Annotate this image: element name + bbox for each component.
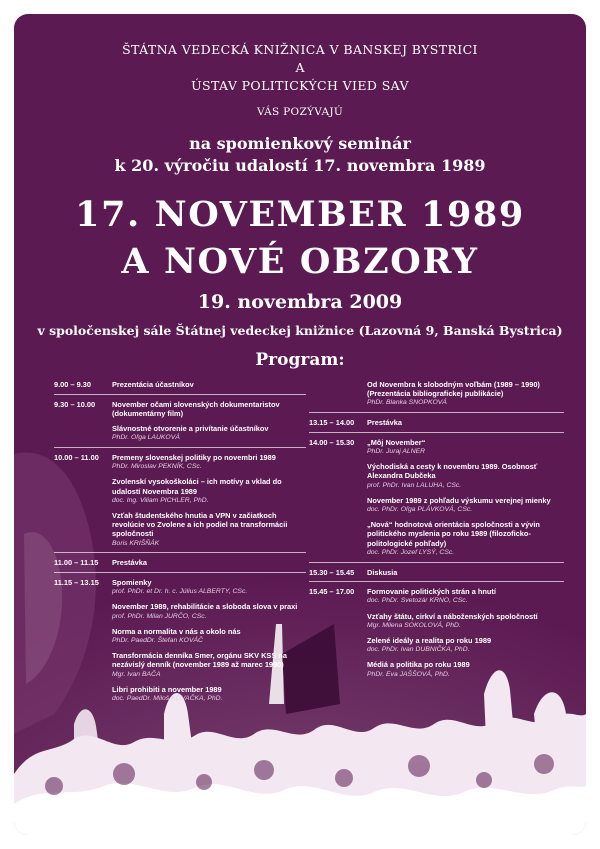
program-item-speaker: prof. PhDr. et Dr. h. c. Július ALBERTY, CSc.: [112, 588, 248, 596]
program-item-title: Médiá a politika po roku 1989: [367, 660, 470, 670]
program-divider: [309, 432, 564, 433]
program-item-title: Norma a normalita v nás a okolo nás: [112, 626, 241, 636]
program-item: [367, 462, 564, 490]
program-item-title: Premeny slovenskej politiky po novembri 1989: [112, 453, 276, 463]
program-time: [309, 380, 367, 408]
program-item-speaker: PhDr. Miroslav PEKNÍK, CSc.: [112, 463, 202, 471]
program-row: [309, 438, 564, 557]
program-item-title: Od Novembra k slobodným voľbám (1989 – 1990) (Prezentácia bibliografickej publikácie): [367, 380, 540, 399]
program-divider: [54, 572, 306, 573]
program-item: [112, 400, 306, 418]
program-item-title: Prestávka: [367, 418, 402, 428]
program-divider: [54, 447, 306, 448]
invite-line: VÁS POZÝVAJÚ: [257, 106, 343, 118]
program-items: [367, 438, 564, 557]
program-item-speaker: PhDr. Blanka SNOPKOVÁ: [367, 399, 447, 407]
program-divider: [309, 581, 564, 582]
program-item: [367, 660, 564, 678]
program-item: [367, 438, 564, 456]
program-time: 10.00 – 11.00: [54, 453, 99, 463]
program-item-title: November 1989, rehabilitácie a sloboda slova v praxi: [112, 602, 298, 612]
program-divider: [309, 562, 564, 563]
program-item-title: Diskusia: [367, 567, 398, 577]
institution-1: ŠTÁTNA VEDECKÁ KNIŽNICA V BANSKEJ BYSTRICI: [122, 42, 478, 57]
program-items: [367, 587, 564, 679]
program-item-title: Libri prohibiti a november 1989: [112, 684, 222, 694]
seminar-line-2: k 20. výročiu udalostí 17. novembra 1989: [114, 156, 486, 175]
program-item-title: „Nová“ hodnotová orientácia spoločnosti a vývin politického myslenia po roku 1989 (filozoficko-politologické pohľady): [367, 520, 540, 548]
program-item-title: Spomienky: [112, 578, 152, 588]
program-item-speaker: Boris KRIŠŇÁK: [112, 539, 160, 547]
program-divider: [309, 412, 564, 413]
program-item-title: Vzťah študentského hnutia a VPN v začiatkoch revolúcie vo Zvolene a ich podiel na transformácii spoločnosti: [112, 511, 288, 539]
program-item: [112, 380, 306, 389]
program-item: [112, 558, 306, 567]
program-items: [112, 453, 306, 548]
program-item-title: Východiská a cesty k novembru 1989. Osobnosť Alexandra Dubčeka: [367, 462, 538, 481]
program-item: [112, 627, 306, 645]
program-item: [367, 612, 564, 630]
program-items: [367, 418, 564, 427]
program-item-title: November 1989 z pohľadu výskumu verejnej mienky: [367, 495, 551, 505]
program-row: [309, 380, 564, 408]
program-divider: [54, 552, 306, 553]
program-item: [112, 651, 306, 679]
program-items: [112, 558, 306, 567]
program-item: [112, 685, 306, 703]
program-time: 9.30 – 10.00: [54, 399, 96, 409]
program-item: [367, 568, 564, 577]
program-item: [112, 511, 306, 548]
program-item-title: Vzťahy štátu, cirkví a náboženských spoločností: [367, 611, 538, 621]
program-items: [112, 380, 306, 389]
program-row: [54, 558, 306, 567]
program-item-speaker: PhDr. Juraj ALNER: [367, 448, 426, 456]
institution-2: ÚSTAV POLITICKÝCH VIED SAV: [191, 78, 409, 93]
program-time: 15.30 – 15.45: [309, 567, 355, 577]
seminar-line-1: na spomienkový seminár: [189, 134, 411, 153]
program-item: [112, 578, 306, 596]
program-row: [309, 587, 564, 679]
program-item: [367, 587, 564, 605]
poster: [14, 14, 586, 835]
program-item: [367, 380, 564, 408]
program-time: 9.00 – 9.30: [54, 380, 91, 389]
program-items: [112, 578, 306, 703]
program-item-speaker: doc. PhDr. Jozef LYSÝ, CSc.: [367, 548, 455, 556]
program-item-speaker: doc. PhDr. Oľga PLÁVKOVÁ, CSc.: [367, 506, 473, 514]
title-line-2: A NOVÉ OBZORY: [121, 241, 479, 282]
program-time: 11.00 – 11.15: [54, 558, 99, 568]
program-item-speaker: PhDr. Eva JAŠŠOVÁ, PhD.: [367, 670, 450, 678]
program-item-title: Zelené ideály a realita po roku 1989: [367, 636, 492, 646]
program-time: 14.00 – 15.30: [309, 437, 355, 447]
program-item-speaker: doc. Ing. Viliam PICHLER, PhD.: [112, 496, 209, 504]
program-item-speaker: prof. PhDr. Ivan LALUHA, CSc.: [367, 481, 462, 489]
program-item-speaker: Mgr. Ivan BAČA: [112, 670, 161, 678]
program-item: [367, 418, 564, 427]
program-item-speaker: PhDr. Oľga LAUKOVÁ: [112, 434, 180, 442]
program-item-speaker: doc. PaedDr. Miloš KOVAČKA, PhD.: [112, 695, 223, 703]
program-item-title: Transformácia denníka Smer, orgánu SKV KSS na nezávislý denník (november 1989 až marec 1990): [112, 651, 287, 670]
program-item: [112, 477, 306, 505]
program-row: [309, 568, 564, 577]
program-items: [112, 400, 306, 443]
program-item-speaker: prof. PhDr. Milan JURČO, CSc.: [112, 612, 207, 620]
program-row: [54, 400, 306, 443]
title-line-1: 17. NOVEMBER 1989: [75, 194, 525, 235]
program-item: [112, 424, 306, 442]
program-item-title: November očami slovenských dokumentaristov (dokumentárny film): [112, 399, 280, 418]
event-date: 19. novembra 2009: [197, 291, 403, 313]
program-item-title: Zvolenskí vysokoškoláci – ich motívy a vklad do udalostí Novembra 1989: [112, 477, 282, 496]
program-item-speaker: Mgr. Milena SOKOLOVÁ, PhD.: [367, 621, 461, 629]
program-item-speaker: doc. PhDr. Svetozár KRNO, CSc.: [367, 597, 468, 605]
program-item-title: Prezentácia účastníkov: [112, 380, 194, 389]
program-item-title: Prestávka: [112, 558, 147, 568]
program-item: [367, 520, 564, 557]
program-item-speaker: doc. PhDr. Ivan DUBNIČKA, PhD.: [367, 646, 470, 654]
program-time: 15.45 – 17.00: [309, 587, 355, 597]
program-time: 13.15 – 14.00: [309, 418, 355, 428]
program-item-title: Formovanie politických strán a hnutí: [367, 587, 496, 597]
program-column-left: [54, 380, 306, 710]
event-venue: v spoločenskej sále Štátnej vedeckej knižnice (Lazovná 9, Banská Bystrica): [37, 323, 563, 338]
program-row: [54, 453, 306, 548]
conjunction: A: [295, 60, 305, 75]
program-items: [367, 568, 564, 577]
program-item: [112, 453, 306, 471]
program-item: [367, 496, 564, 514]
program-row: [54, 578, 306, 703]
program-column-right: [309, 380, 564, 685]
program-row: [54, 380, 306, 389]
program-item: [367, 636, 564, 654]
program-time: 11.15 – 13.15: [54, 578, 99, 588]
program-heading: Program:: [255, 350, 345, 370]
program-divider: [54, 394, 306, 395]
program-item-title: Slávnostné otvorenie a privítanie účastníkov: [112, 424, 269, 434]
program-item: [112, 602, 306, 620]
program-items: [367, 380, 564, 408]
program-item-title: „Môj November“: [367, 437, 426, 447]
program-item-speaker: PhDr. PaedDr. Štefan KOVÁČ: [112, 637, 203, 645]
program-row: [309, 418, 564, 427]
